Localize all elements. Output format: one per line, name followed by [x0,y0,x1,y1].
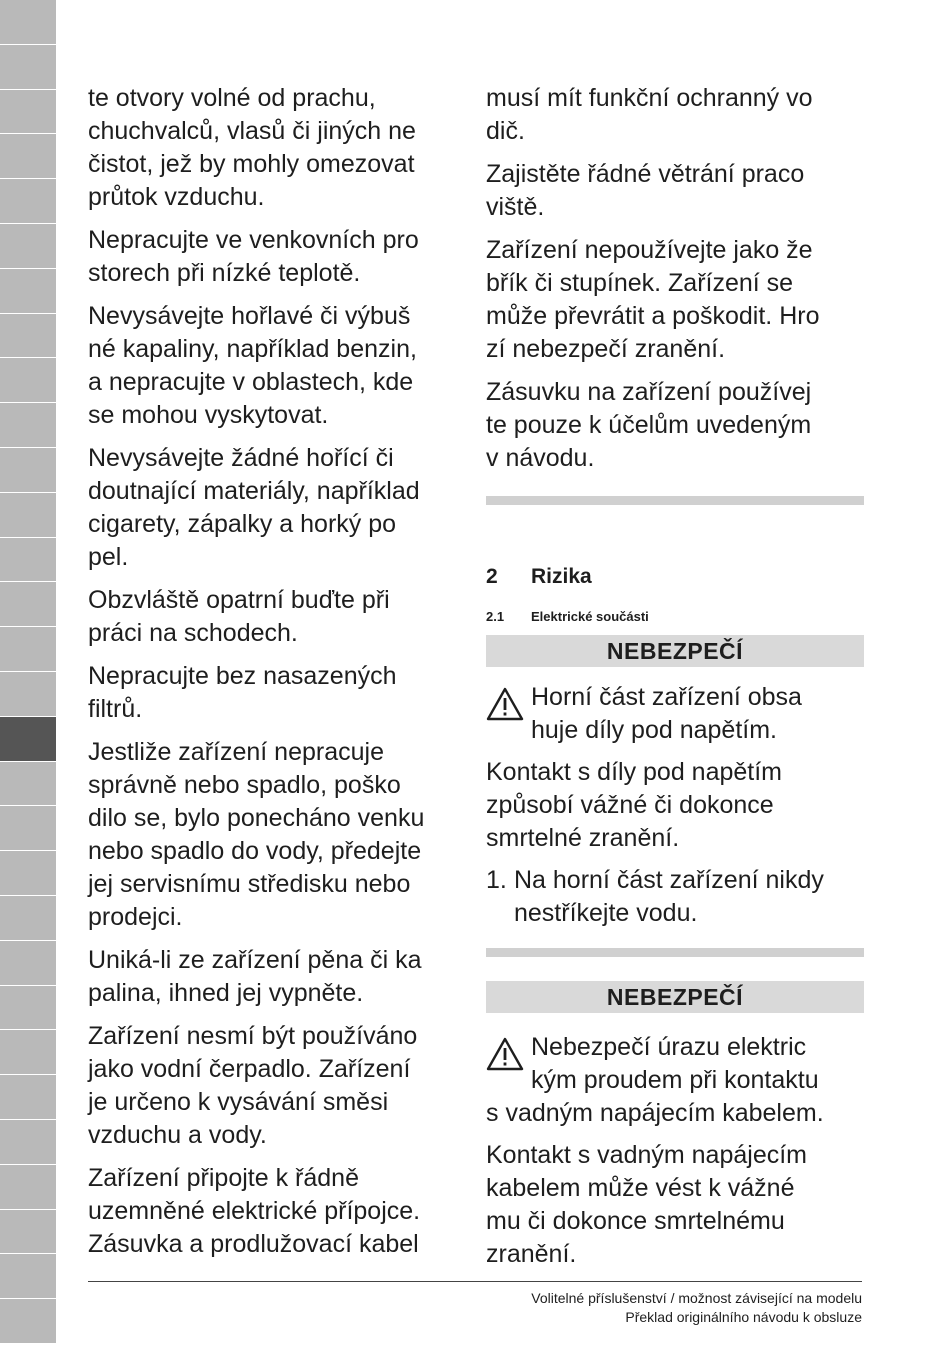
text-line: doutnající materiály, například [88,477,420,505]
text-line: Nepracujte ve venkovních pro [88,226,419,254]
chapter-tab [0,1165,56,1210]
text-line: čistot, jež by mohly omezovat [88,150,415,178]
text-line: může převrátit a poškodit. Hro [486,302,820,330]
chapter-tab [0,627,56,672]
paragraph [88,224,460,290]
paragraph [88,584,460,650]
text-line: Nevysávejte žádné hořící či [88,444,394,472]
instruction-step [486,864,864,930]
danger-warning-2 [486,1031,864,1130]
right-column [486,82,864,1271]
text-line: v návodu. [486,444,595,472]
right-intro-paragraphs [486,82,864,475]
chapter-tab [0,762,56,807]
chapter-tab [0,0,56,45]
subsection-number: 2.1 [486,609,505,624]
section-number: 2 [486,565,498,588]
text-line: vzduchu a vody. [88,1121,267,1149]
text-line: Zásuvka a prodlužovací kabel [88,1230,419,1258]
text-line: Kontakt s vadným napájecím [486,1141,807,1169]
text-line: s vadným napájecím kabelem. [486,1099,824,1127]
paragraph [88,1162,460,1261]
chapter-tab [0,1299,56,1344]
text-line: nebo spadlo do vody, předejte [88,837,422,865]
text-line: Nevysávejte hořlavé či výbuš [88,302,411,330]
danger-warning-1 [486,681,864,747]
chapter-tab-strip [0,0,56,1346]
paragraph [486,158,864,224]
text-line: storech při nízké teplotě. [88,259,361,287]
text-line: Uniká-li ze zařízení pěna či ka [88,946,422,974]
chapter-tab [0,179,56,224]
footer-note-optional: Volitelné příslušenství / možnost závisející na modelu [531,1290,862,1306]
text-line: průtok vzduchu. [88,183,265,211]
chapter-tab [0,717,56,762]
paragraph [88,736,460,934]
paragraph [88,660,460,726]
text-line: prodejci. [88,903,183,931]
paragraph [88,944,460,1010]
warning-triangle-icon [486,687,524,721]
chapter-tab [0,134,56,179]
danger-divider-bar [486,948,864,957]
chapter-tab [0,90,56,135]
text-line: Zásuvku na zařízení používej [486,378,812,406]
step-number: 1. [486,866,507,894]
chapter-tab [0,1254,56,1299]
chapter-tab [0,224,56,269]
text-line: né kapaliny, například benzin, [88,335,417,363]
chapter-tab [0,358,56,403]
page-footer [531,1289,862,1327]
danger-heading-2: NEBEZPEČÍ [486,981,864,1013]
text-line: chuchvalců, vlasů či jiných ne [88,117,416,145]
chapter-tab [0,403,56,448]
warning-triangle-icon [486,1037,524,1071]
chapter-tab [0,538,56,583]
chapter-tab [0,448,56,493]
text-line: Na horní část zařízení nikdy [514,866,824,894]
left-column [88,82,460,1271]
text-line: Kontakt s díly pod napětím [486,758,783,786]
text-line: Zařízení nepoužívejte jako že [486,236,813,264]
chapter-tab [0,941,56,986]
footer-note-translation: Překlad originálního návodu k obsluze [625,1309,862,1325]
chapter-tab [0,45,56,90]
text-line: jako vodní čerpadlo. Zařízení [88,1055,411,1083]
paragraph [486,234,864,366]
text-line: správně nebo spadlo, poško [88,771,401,799]
text-line: musí mít funkční ochranný vo [486,84,813,112]
text-line: se mohou vyskytovat. [88,401,329,429]
text-line: cigarety, zápalky a horký po [88,510,397,538]
chapter-tab [0,1075,56,1120]
text-line: zí nebezpečí zranění. [486,335,726,363]
section-title: Rizika [531,565,592,588]
text-line: palina, ihned jej vypněte. [88,979,364,1007]
text-line: Nepracujte bez nasazených [88,662,397,690]
danger-heading-1: NEBEZPEČÍ [486,635,864,667]
subsection-title: Elektrické součásti [531,609,649,624]
paragraph [486,376,864,475]
text-line: smrtelné zranění. [486,824,680,852]
chapter-tab [0,269,56,314]
footer-rule [88,1281,862,1282]
text-line: uzemněné elektrické přípojce. [88,1197,421,1225]
chapter-tab [0,1030,56,1075]
text-line: filtrů. [88,695,143,723]
text-line: te pouze k účelům uvedeným [486,411,812,439]
paragraph [88,82,460,214]
chapter-tab [0,986,56,1031]
chapter-tab [0,851,56,896]
paragraph [88,300,460,432]
text-line: je určeno k vysávání směsi [88,1088,389,1116]
text-line: Zařízení připojte k řádně [88,1164,359,1192]
section-heading [486,564,864,590]
text-line: Nebezpečí úrazu elektric [531,1033,807,1061]
text-line: zranění. [486,1240,577,1268]
text-line: kým proudem při kontaktu [531,1066,819,1094]
text-line: nestříkejte vodu. [514,899,698,927]
danger-consequence-2 [486,1139,864,1271]
chapter-tab [0,314,56,359]
chapter-tab [0,806,56,851]
text-line: práci na schodech. [88,619,298,647]
text-line: Zařízení nesmí být používáno [88,1022,418,1050]
step-text [514,864,864,930]
text-line: dilo se, bylo ponecháno venku [88,804,425,832]
text-line: Jestliže zařízení nepracuje [88,738,384,766]
danger-warning-text-1 [486,681,864,747]
paragraph [88,1020,460,1152]
chapter-tab [0,1120,56,1165]
subsection-heading [486,608,864,626]
text-line: Zajistěte řádné větrání praco [486,160,805,188]
text-line: kabelem může vést k vážné [486,1174,795,1202]
paragraph [486,82,864,148]
paragraph [88,442,460,574]
text-line: způsobí vážné či dokonce [486,791,774,819]
text-line: huje díly pod napětím. [531,716,777,744]
text-line: Obzvláště opatrní buďte při [88,586,390,614]
chapter-tab [0,1210,56,1255]
text-line: mu či dokonce smrtelnému [486,1207,785,1235]
text-line: Horní část zařízení obsa [531,683,802,711]
chapter-tab [0,896,56,941]
text-line: jej servisnímu středisku nebo [88,870,411,898]
text-line: dič. [486,117,525,145]
text-line: a nepracujte v oblastech, kde [88,368,414,396]
danger-warning-text-2 [486,1031,864,1130]
text-line: pel. [88,543,129,571]
chapter-tab [0,493,56,538]
chapter-tab [0,582,56,627]
section-divider-bar [486,496,864,505]
text-line: břík či stupínek. Zařízení se [486,269,794,297]
text-line: viště. [486,193,545,221]
text-line: te otvory volné od prachu, [88,84,376,112]
chapter-tab [0,672,56,717]
danger-consequence-1 [486,756,864,855]
